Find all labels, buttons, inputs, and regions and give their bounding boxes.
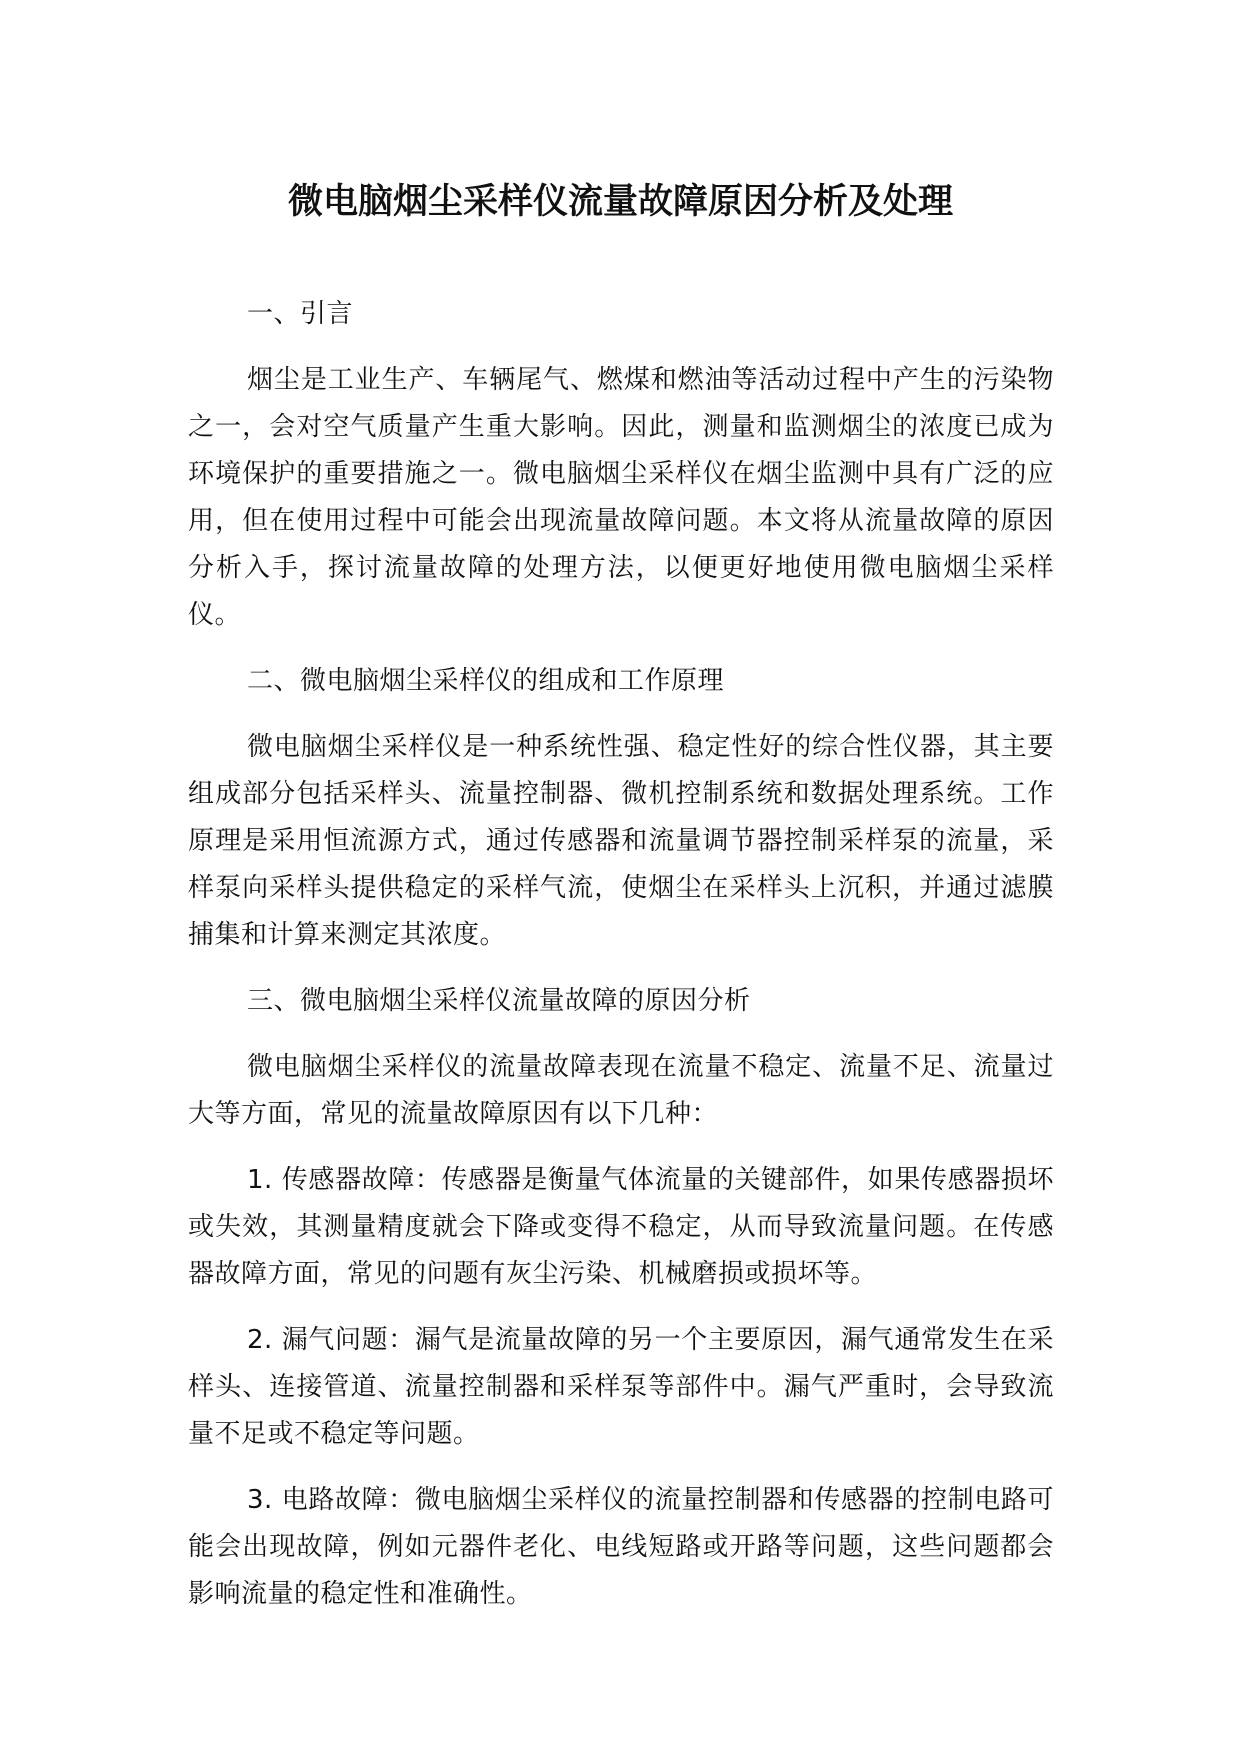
document-body [188,291,1054,1637]
section-heading-introduction: 一、引言 [247,299,354,329]
paragraph-circuit-fault: 3. 电路故障：微电脑烟尘采样仪的流量控制器和传感器的控制电路可能会出现故障，例如元器件老化、电线短路或开路等问题，这些问题都会影响流量的稳定性和准确性。 [188,1485,1054,1609]
paragraph-sensor-fault: 1. 传感器故障：传感器是衡量气体流量的关键部件，如果传感器损坏或失效，其测量精度就会下降或变得不稳定，从而导致流量问题。在传感器故障方面，常见的问题有灰尘污染、机械磨损或损坏等。 [188,1165,1054,1289]
paragraph-fault-overview: 微电脑烟尘采样仪的流量故障表现在流量不稳定、流量不足、流量过大等方面，常见的流量故障原因有以下几种： [188,1052,1054,1129]
paragraph-introduction: 烟尘是工业生产、车辆尾气、燃煤和燃油等活动过程中产生的污染物之一，会对空气质量产生重大影响。因此，测量和监测烟尘的浓度已成为环境保护的重要措施之一。微电脑烟尘采样仪在烟尘监测中具有广泛的应用，但在使用过程中可能会出现流量故障问题。本文将从流量故障的原因分析入手，探讨流量故障的处理方法，以便更好地使用微电脑烟尘采样仪。 [188,365,1054,630]
section-heading-fault-analysis: 三、微电脑烟尘采样仪流量故障的原因分析 [247,986,751,1016]
section-heading-composition: 二、微电脑烟尘采样仪的组成和工作原理 [247,666,725,696]
document-title: 微电脑烟尘采样仪流量故障原因分析及处理 [287,182,953,222]
paragraph-composition: 微电脑烟尘采样仪是一种系统性强、稳定性好的综合性仪器，其主要组成部分包括采样头、流量控制器、微机控制系统和数据处理系统。工作原理是采用恒流源方式，通过传感器和流量调节器控制采样泵的流量，采样泵向采样头提供稳定的采样气流，使烟尘在采样头上沉积，并通过滤膜捕集和计算来测定其浓度。 [188,732,1054,950]
paragraph-leak-issue: 2. 漏气问题：漏气是流量故障的另一个主要原因，漏气通常发生在采样头、连接管道、流量控制器和采样泵等部件中。漏气严重时，会导致流量不足或不稳定等问题。 [188,1325,1054,1449]
